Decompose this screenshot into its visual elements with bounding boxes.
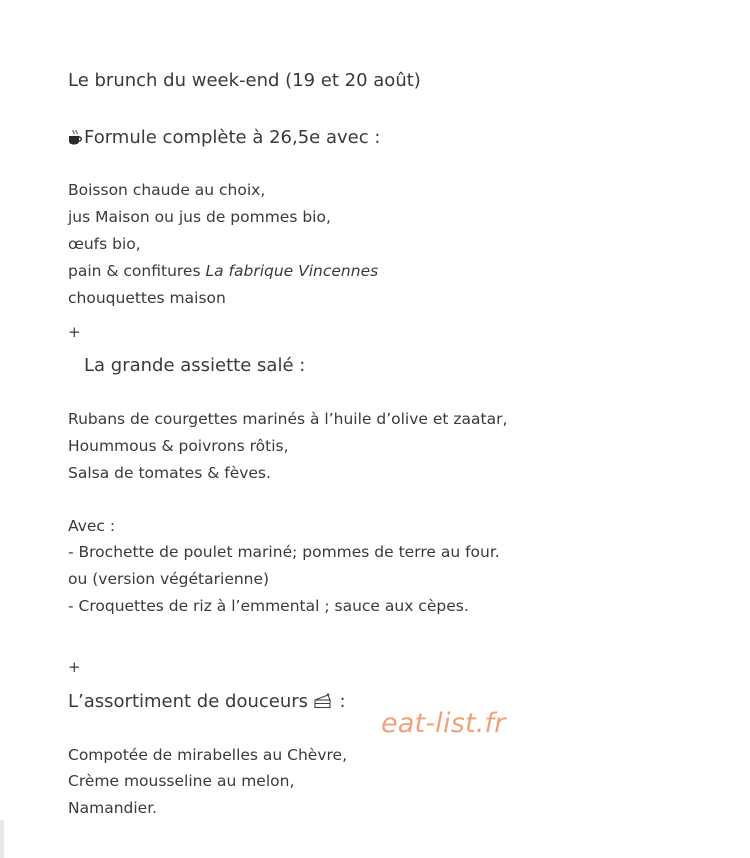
plus-separator-1: + xyxy=(68,323,81,341)
douceurs-line-2: Crème mousseline au melon, xyxy=(68,772,295,790)
douceurs-colon: : xyxy=(339,691,346,712)
formule-line-3: œufs bio, xyxy=(68,235,141,253)
formule-line-5: chouquettes maison xyxy=(68,289,226,307)
coffee-cup-icon xyxy=(68,129,82,150)
formule-heading xyxy=(68,127,380,150)
option-line-3: - Croquettes de riz à l’emmental ; sauce aux cèpes. xyxy=(68,597,469,615)
salee-line-1: Rubans de courgettes marinés à l’huile d’olive et zaatar, xyxy=(68,410,508,428)
douceurs-line-3: Namandier. xyxy=(68,799,158,817)
douceurs-line-1: Compotée de mirabelles au Chèvre, xyxy=(68,746,348,764)
brand-name: La fabrique Vincennes xyxy=(205,262,379,280)
salee-line-3: Salsa de tomates & fèves. xyxy=(68,464,271,482)
avec-label: Avec : xyxy=(68,517,116,535)
formule-line-4 xyxy=(68,262,378,280)
cake-slice-icon xyxy=(314,693,332,714)
option-line-2: ou (version végétarienne) xyxy=(68,570,270,588)
salee-line-2: Hoummous & poivrons rôtis, xyxy=(68,437,289,455)
salee-heading: La grande assiette salé : xyxy=(84,355,306,376)
formule-heading-text: Formule complète à 26,5e avec : xyxy=(84,127,381,148)
douceurs-heading xyxy=(68,691,346,714)
page-title: Le brunch du week-end (19 et 20 août) xyxy=(68,70,421,91)
formule-line-1: Boisson chaude au choix, xyxy=(68,181,266,199)
douceurs-heading-text: L’assortiment de douceurs xyxy=(68,691,309,712)
formule-line-2: jus Maison ou jus de pommes bio, xyxy=(68,208,331,226)
formule-line-4-text: pain & confitures xyxy=(68,262,206,280)
option-line-1: - Brochette de poulet mariné; pommes de terre au four. xyxy=(68,543,500,561)
page-edge-shadow xyxy=(0,820,4,858)
plus-separator-2: + xyxy=(68,658,81,676)
watermark: eat-list.fr xyxy=(381,708,506,739)
